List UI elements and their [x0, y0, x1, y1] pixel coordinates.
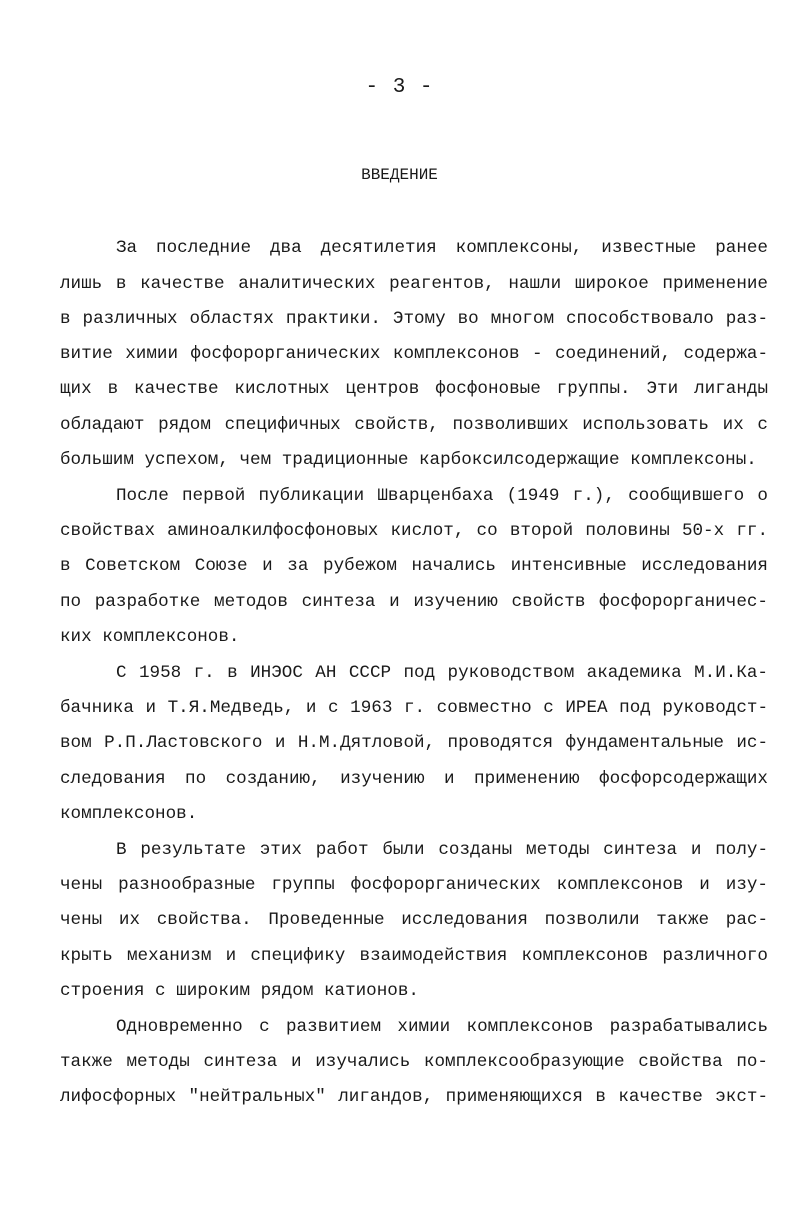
text-line: чены разнообразные группы фосфорорганических комплексонов и изу-	[60, 875, 768, 895]
text-line: С 1958 г. в ИНЭОС АН СССР под руководством академика М.И.Ка-	[116, 663, 768, 683]
text-line: следования по созданию, изучению и применению фосфорсодержащих	[60, 769, 768, 789]
text-line: После первой публикации Шварценбаха (1949 г.), сообщившего о	[116, 486, 768, 506]
text-line: в Советском Союзе и за рубежом начались интенсивные исследования	[60, 556, 768, 576]
text-line: строения с широким рядом катионов.	[60, 981, 419, 1001]
text-line: комплексонов.	[60, 804, 198, 824]
text-line: также методы синтеза и изучались комплексообразующие свойства по-	[60, 1052, 768, 1072]
text-line: в различных областях практики. Этому во многом способствовало раз-	[60, 309, 768, 329]
page-number: - 3 -	[365, 76, 434, 99]
text-line: ких комплексонов.	[60, 627, 240, 647]
text-line: обладают рядом специфичных свойств, позволивших использовать их с	[60, 415, 768, 435]
text-line: бачника и Т.Я.Медведь, и с 1963 г. совместно с ИРЕА под руководст-	[60, 698, 768, 718]
text-line: большим успехом, чем традиционные карбоксилсодержащие комплексоны.	[60, 450, 757, 470]
text-line: вом Р.П.Ластовского и Н.М.Дятловой, проводятся фундаментальные ис-	[60, 733, 768, 753]
text-line: Одновременно с развитием химии комплексонов разрабатывались	[116, 1017, 768, 1037]
text-line: лифосфорных "нейтральных" лигандов, применяющихся в качестве экст-	[60, 1087, 768, 1107]
text-line: щих в качестве кислотных центров фосфоновые группы. Эти лиганды	[60, 379, 768, 399]
text-line: крыть механизм и специфику взаимодействия комплексонов различного	[60, 946, 768, 966]
text-line: витие химии фосфорорганических комплексонов - соединений, содержа-	[60, 344, 768, 364]
text-line: свойствах аминоалкилфосфоновых кислот, со второй половины 50-х гг.	[60, 521, 768, 541]
text-line: чены их свойства. Проведенные исследования позволили также рас-	[60, 910, 768, 930]
text-line: В результате этих работ были созданы методы синтеза и полу-	[116, 840, 768, 860]
section-heading: ВВЕДЕНИЕ	[361, 166, 438, 184]
text-line: лишь в качестве аналитических реагентов, нашли широкое применение	[60, 274, 768, 294]
text-line: За последние два десятилетия комплексоны, известные ранее	[116, 238, 768, 258]
text-line: по разработке методов синтеза и изучению свойств фосфорорганичес-	[60, 592, 768, 612]
